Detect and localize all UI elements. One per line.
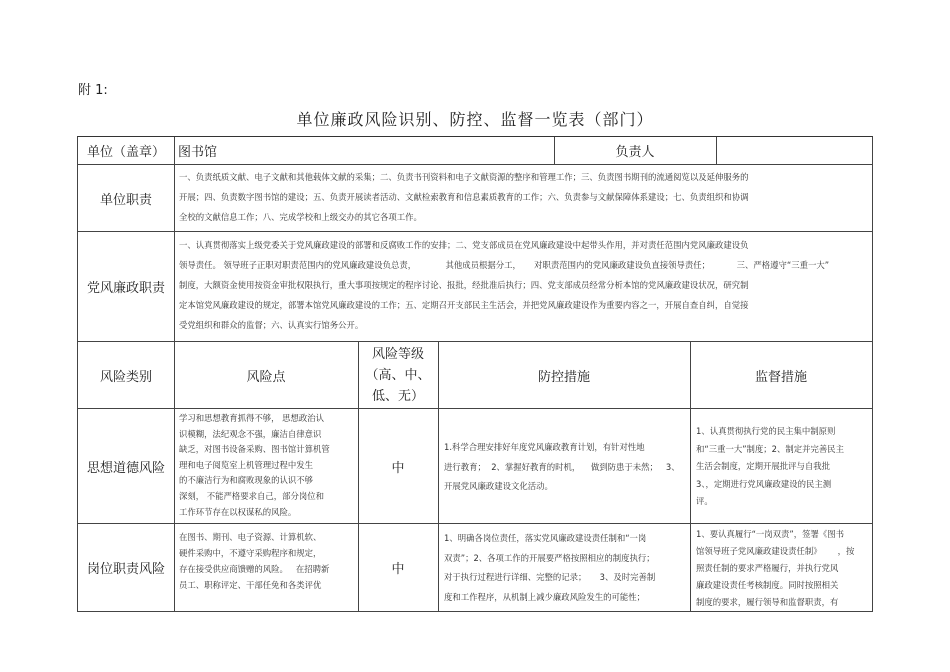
risk-supervision-line: 制度的要求，履行领导和监督职责，有 — [696, 597, 839, 607]
risk-points-line: 员工、职称评定、干部任免和各类评优 — [179, 580, 322, 590]
header-supervision: 监督措施 — [754, 369, 807, 385]
attachment-label: 附 1: — [78, 83, 108, 98]
risk-points-line: 工作环节存在以权谋私的风险。 — [179, 506, 297, 517]
risk-supervision-line: 和“三重一大”制度；2、制定并完善民主 — [696, 443, 845, 454]
party-line: 定本馆党风廉政建设的规定，部署本馆党风廉政建设的工作；五、定期召开支部民主生活会，并把党风廉政建设作为重要内容之一，开展自查自纠，自觉接 — [179, 300, 749, 310]
risk-supervision-line: 1、要认真履行“一岗双责”，签署《图书 — [696, 529, 845, 539]
risk-category: 思想道德风险 — [86, 460, 165, 476]
risk-points-line: 缺乏，对图书设备采购、图书馆计算机管 — [179, 444, 330, 455]
duty-line: 全校的文献信息工作；八、完成学校和上级交办的其它各项工作。 — [179, 212, 422, 222]
party-line: 制度，大额资金使用按资金审批权限执行，重大事项按规定的程序讨论、报批，经批准后执行；四、党支部成员经常分析本馆的党风廉政建设状况，研究制 — [179, 280, 749, 290]
risk-points-line: 理和电子阅览室上机管理过程中发生 — [179, 459, 313, 470]
party-text — [174, 232, 872, 341]
risk-points-line: 存在接受供应商馈赠的风险。 在招聘新 — [179, 564, 330, 574]
duty-line: 一、负责纸质文献、电子文献和其他载体文献的采集；二、负责书刊资料和电子文献资源的整序和管理工作；三、负责图书期刊的流通阅览以及延伸服务的 — [179, 172, 749, 182]
party-label: 党风廉政职责 — [86, 281, 165, 296]
risk-supervision — [690, 409, 872, 523]
duty-label: 单位职责 — [99, 192, 152, 208]
risk-points-line: 深刻， 不能严格要求自己，部分岗位和 — [179, 490, 325, 501]
document-title: 单位廉政风险识别、防控、监督一览表（部门） — [296, 110, 654, 129]
risk-points-line: 识模糊，法纪观念不强，廉洁自律意识 — [179, 428, 322, 439]
duty-line: 开展；四、负责数字图书馆的建设；五、负责开展读者活动、文献检索教育和信息素质教育的工作；六、负责参与文献保障体系建设；七、负责组织和协调 — [179, 192, 749, 202]
header-control: 防控措施 — [537, 369, 590, 385]
risk-control-line: 进行教育； 2、掌握好教育的时机， 做到防患于未然； 3、 — [444, 461, 680, 472]
risk-points-line: 硬件采购中，不遵守采购程序和规定， — [179, 548, 322, 558]
unit-value — [174, 137, 554, 164]
party-row — [77, 232, 873, 342]
header-points: 风险点 — [246, 369, 286, 385]
header-level — [358, 342, 438, 408]
risk-row — [77, 409, 873, 524]
leader-value — [716, 137, 872, 164]
risk-table — [77, 136, 873, 612]
risk-points — [174, 409, 358, 523]
risk-control-line: 度和工作程序，从机制上减少廉政风险发生的可能性； — [444, 591, 645, 602]
risk-control-line: 双责”；2、各项工作的开展要严格按照相应的制度执行； — [444, 552, 655, 563]
header-level-line: 低、无） — [371, 388, 424, 404]
risk-points-line: 的不廉洁行为和腐败现象的认识不够 — [179, 475, 313, 486]
risk-points — [174, 524, 358, 611]
unit-row — [77, 136, 873, 165]
unit-value-text: 图书馆 — [178, 145, 218, 160]
risk-control-line: 1.科学合理安排好年度党风廉政教育计划，有针对性地 — [444, 442, 645, 452]
risk-category: 岗位职责风险 — [86, 562, 165, 577]
risk-control — [438, 524, 690, 611]
risk-supervision-line: 馆领导班子党风廉政建设责任制》 ，按 — [696, 546, 855, 556]
risk-control-line: 对于执行过程进行详细、完整的记录； 3、及时完善制 — [444, 572, 656, 582]
header-row — [77, 342, 873, 409]
party-line: 一、认真贯彻落实上级党委关于党风廉政建设的部署和反腐败工作的安排；二、党支部成员在党风廉政建设中起带头作用，并对责任范围内党风廉政建设负 — [179, 240, 749, 250]
risk-level: 中 — [391, 562, 405, 577]
duty-text — [174, 165, 872, 231]
risk-row — [77, 524, 873, 612]
header-level-line: 风险等级 — [371, 346, 424, 362]
risk-supervision-line: 3、，定期进行党风廉政建设的民主测 — [696, 478, 832, 489]
risk-points-line: 学习和思想教育抓得不够， 思想政治认 — [179, 413, 325, 423]
risk-supervision-line: 评。 — [696, 496, 713, 506]
risk-supervision-line: 照责任制的要求严格履行，并执行党风 — [696, 563, 839, 573]
duty-row — [77, 165, 873, 232]
leader-label: 负责人 — [615, 145, 655, 160]
risk-supervision — [690, 524, 872, 611]
risk-level: 中 — [391, 460, 405, 476]
party-line: 受党组织和群众的监督；六、认真实行馆务公开。 — [179, 320, 364, 330]
risk-supervision-line: 生活会制度，定期开展批评与自我批 — [696, 461, 830, 471]
risk-control-line: 1、明确各岗位责任，落实党风廉政建设责任制和“一岗 — [444, 533, 647, 543]
header-level-line: （高、中、 — [365, 367, 431, 383]
party-line: 领导责任。 领导班子正职对职责范围内的党风廉政建设负总责， 其他成员根据分工， 对职责范围内的党风廉政建设负直接领导责任； 三、严格遵守“三重一大” — [179, 260, 830, 270]
risk-supervision-line: 1、认真贯彻执行党的民主集中制原则 — [696, 426, 836, 436]
risk-control-line: 开展党风廉政建设文化活动。 — [444, 481, 553, 491]
risk-points-line: 在图书、期刊、电子资源、计算机软、 — [179, 532, 322, 542]
header-category: 风险类别 — [99, 369, 152, 385]
unit-label: 单位（盖章） — [86, 145, 165, 160]
risk-supervision-line: 廉政建设责任考核制度。同时按照相关 — [696, 580, 839, 590]
risk-control — [438, 409, 690, 523]
